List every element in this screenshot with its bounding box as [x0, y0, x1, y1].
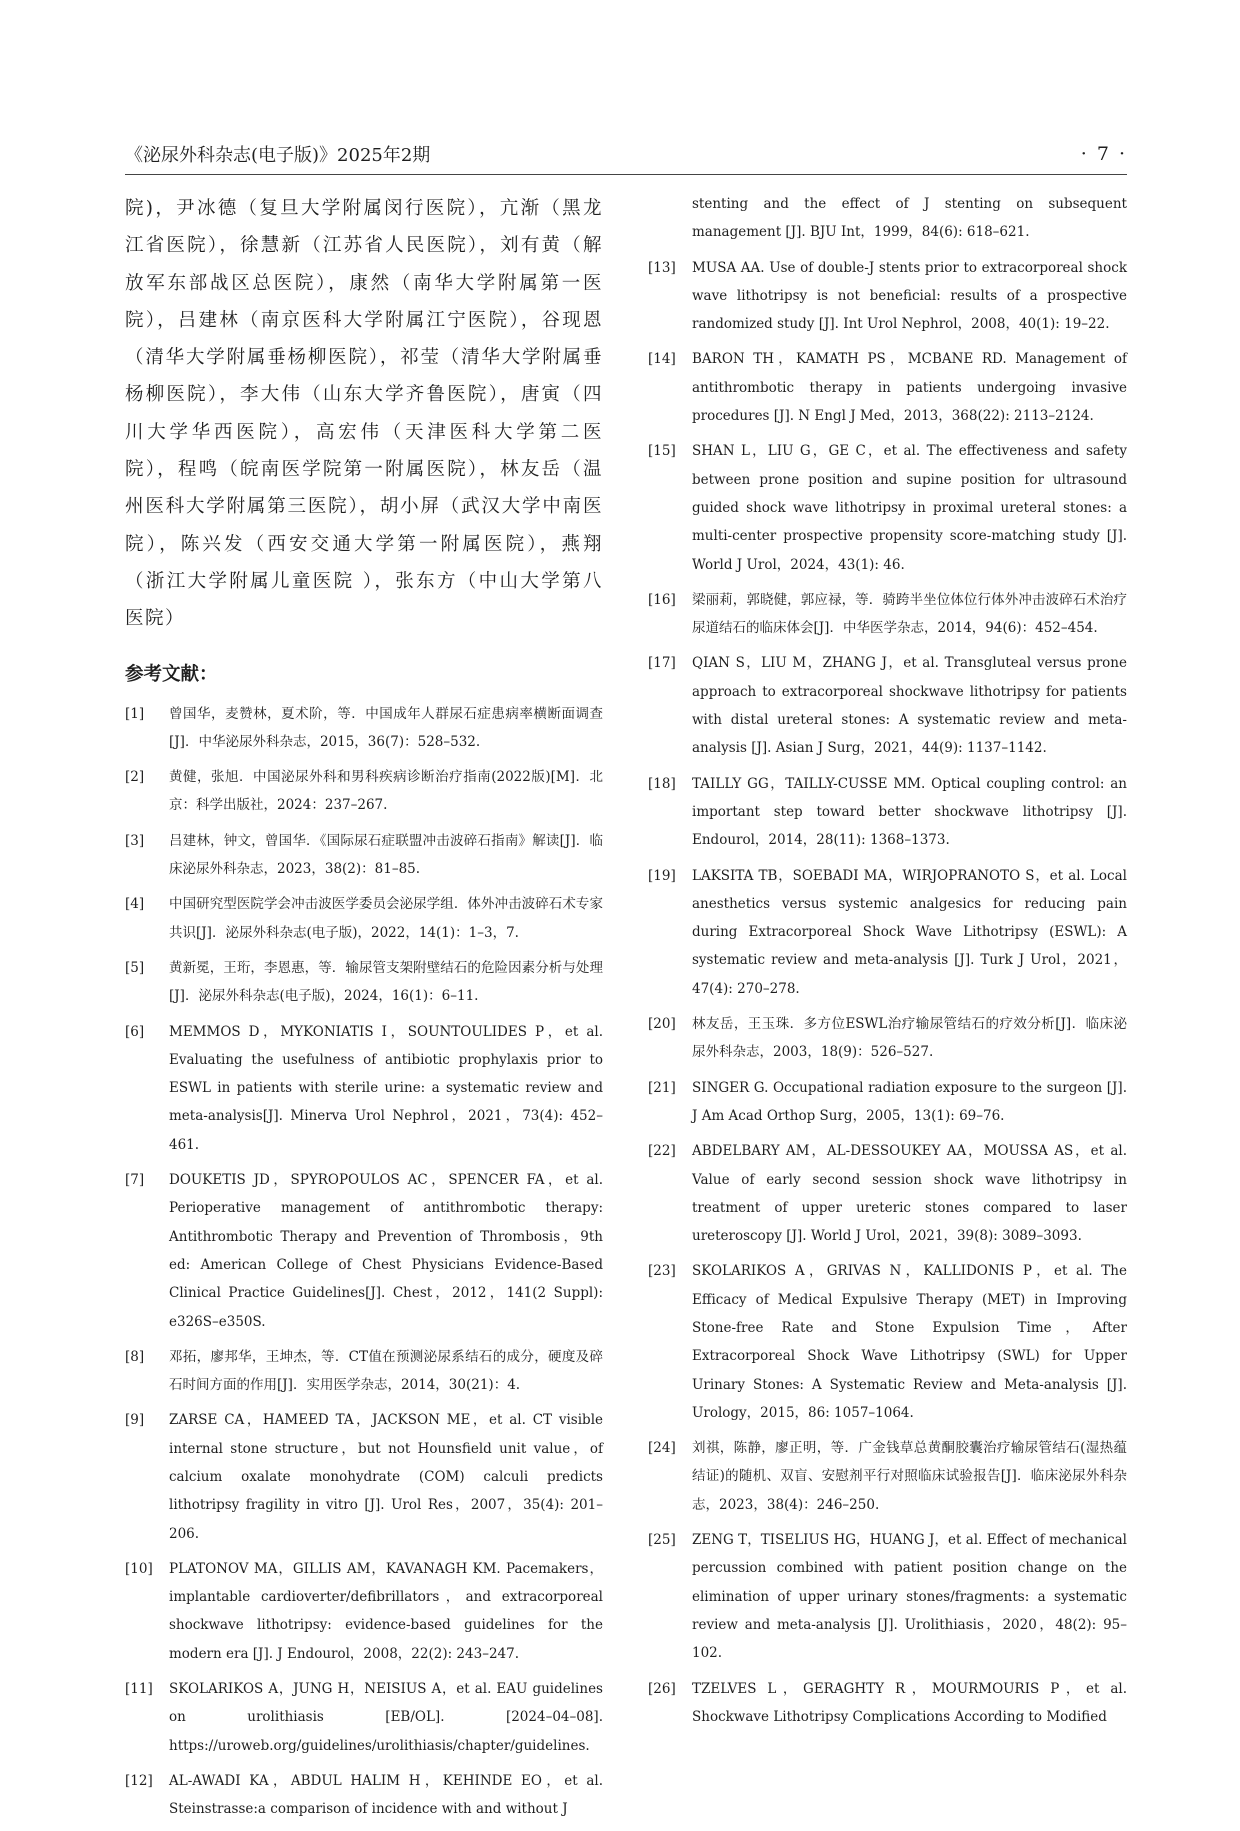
reference-number: [3]: [125, 832, 145, 849]
reference-text: QIAN S，LIU M，ZHANG J，et al. Transgluteal versus prone approach to extracorporeal shockwave lithotripsy for patients with distal ureteral stones: A systematic review and meta-analysis [J]. Asian J Surg，2021，44(9): 1137–1142.: [692, 655, 1127, 757]
reference-number: [9]: [125, 1412, 145, 1429]
acknowledgement-text: 院)，尹冰德（复旦大学附属闵行医院），亢渐（黑龙江省医院），徐慧新（江苏省人民医院），刘有黄（解放军东部战区总医院），康然（南华大学附属第一医院），吕建林（南京医科大学附属江宁医院），谷现恩（清华大学附属垂杨柳医院），祁莹（清华大学附属垂杨柳医院），李大伟（山东大学齐鲁医院），唐寅（四川大学华西医院），高宏伟（天津医科大学第二医院），程鸣（皖南医学院第一附属医院），林友岳（温州医科大学附属第三医院），胡小屏（武汉大学中南医院），陈兴发（西安交通大学第一附属医院），燕翔（浙江大学附属儿童医院 ），张东方（中山大学第八医院）: [125, 198, 603, 630]
reference-number: [2]: [125, 769, 145, 786]
reference-item: [125, 1555, 603, 1668]
reference-number: [4]: [125, 896, 145, 913]
reference-text: AL-AWADI KA，ABDUL HALIM H，KEHINDE EO，et al. Steinstrasse:a comparison of incidence with and without J: [169, 1772, 603, 1818]
reference-number: [1]: [125, 705, 145, 722]
reference-item: [648, 1137, 1127, 1250]
reference-item: [648, 649, 1127, 762]
reference-text: BARON TH，KAMATH PS，MCBANE RD. Management of antithrombotic therapy in patients undergoing invasive procedures [J]. N Engl J Med，2013，368(22): 2113–2124.: [692, 351, 1127, 425]
reference-item: [125, 954, 603, 1011]
reference-number: [18]: [648, 775, 676, 792]
reference-item: [648, 770, 1127, 855]
reference-text: ZENG T，TISELIUS HG，HUANG J，et al. Effect of mechanical percussion combined with patient position change on the elimination of upper urinary stones/fragments: a systematic review and meta-analysis [J]. Urolithiasis，2020，48(2): 95–102.: [692, 1532, 1127, 1662]
reference-number: [12]: [125, 1772, 153, 1789]
reference-continuation: stenting and the effect of J stenting on subsequent management [J]. BJU Int，1999，84(6): 618–621.: [692, 196, 1127, 241]
reference-item: [125, 1767, 603, 1824]
reference-number: [20]: [648, 1016, 676, 1033]
reference-number: [6]: [125, 1023, 145, 1040]
reference-item: [125, 827, 603, 884]
reference-number: [14]: [648, 351, 676, 368]
reference-item: [648, 586, 1127, 643]
page-number: · 7 ·: [1080, 143, 1127, 165]
reference-item: [125, 1406, 603, 1547]
reference-item: [648, 1675, 1127, 1732]
page-header: [125, 134, 1127, 175]
reference-text: TAILLY GG，TAILLY-CUSSE MM. Optical coupling control: an important step toward better shockwave lithotripsy [J]. Endourol，2014，28(11): 1368–1373.: [692, 775, 1127, 849]
reference-item: [125, 1018, 603, 1159]
reference-text: 梁丽莉，郭晓健，郭应禄，等．骑跨半坐位体位行体外冲击波碎石术治疗尿道结石的临床体会[J]．中华医学杂志，2014，94(6)：452–454.: [692, 591, 1127, 637]
reference-number: [26]: [648, 1680, 676, 1697]
journal-title: 《泌尿外科杂志(电子版)》2025年2期: [125, 145, 431, 166]
reference-text: PLATONOV MA，GILLIS AM，KAVANAGH KM. Pacemakers，implantable cardioverter/defibrillators，and extracorporeal shockwave lithotripsy: evidence-based guidelines for the modern era [J]. J Endourol，2008，22(2): 243–247.: [169, 1560, 603, 1662]
reference-list-left: [125, 700, 603, 1824]
reference-item: [125, 763, 603, 820]
reference-text: 黄新冕，王珩，李恩惠，等．输尿管支架附壁结石的危险因素分析与处理[J]．泌尿外科杂志(电子版)，2024，16(1)：6–11.: [169, 959, 603, 1005]
reference-text: SKOLARIKOS A，JUNG H，NEISIUS A，et al. EAU guidelines on urolithiasis [EB/OL]. [2024–04–08]. https://uroweb.org/guidelines/urolithiasis/chapter/guidelines.: [169, 1681, 603, 1754]
reference-text: SINGER G. Occupational radiation exposure to the surgeon [J]. J Am Acad Orthop Surg，2005，13(1): 69–76.: [692, 1079, 1127, 1124]
reference-item: [648, 1434, 1127, 1519]
reference-text: MUSA AA. Use of double-J stents prior to extracorporeal shock wave lithotripsy is not beneficial: results of a prospective randomized study [J]. Int Urol Nephrol，2008，40(1): 19–22.: [692, 259, 1127, 333]
reference-text: DOUKETIS JD，SPYROPOULOS AC，SPENCER FA，et al. Perioperative management of antithrombotic therapy: Antithrombotic Therapy and Prevention of Thrombosis，9th ed: American College of Chest Physicians Evidence-Based Clinical Practice Guidelines[J]. Chest，2012，141(2 Suppl): e326S–e350S.: [169, 1172, 603, 1330]
left-column: [125, 190, 603, 1831]
reference-text: MEMMOS D，MYKONIATIS I，SOUNTOULIDES P，et al. Evaluating the usefulness of antibiotic prophylaxis prior to ESWL in patients with sterile urine: a systematic review and meta-analysis[J]. Minerva Urol Nephrol，2021，73(4): 452–461.: [169, 1023, 603, 1153]
reference-text: 林友岳，王玉珠．多方位ESWL治疗输尿管结石的疗效分析[J]．临床泌尿外科杂志，2003，18(9)：526–527.: [692, 1016, 1127, 1061]
reference-text: LAKSITA TB，SOEBADI MA，WIRJOPRANOTO S，et al. Local anesthetics versus systemic analgesics for reducing pain during Extracorporeal Shock Wave Lithotripsy (ESWL): A systematic review and meta-analysis [J]. Turk J Urol，2021，47(4): 270–278.: [692, 867, 1127, 997]
reference-item: [125, 700, 603, 757]
reference-number: [15]: [648, 443, 676, 460]
reference-number: [25]: [648, 1532, 676, 1549]
reference-text: ABDELBARY AM，AL-DESSOUKEY AA，MOUSSA AS，et al. Value of early second session shock wave lithotripsy in treatment of upper ureteric stones compared to laser ureteroscopy [J]. World J Urol，2021，39(8): 3089–3093.: [692, 1143, 1127, 1245]
reference-text: 中国研究型医院学会冲击波医学委员会泌尿学组．体外冲击波碎石术专家共识[J]．泌尿外科杂志(电子版)，2022，14(1)：1–3，7.: [169, 896, 603, 941]
reference-text: 黄健，张旭．中国泌尿外科和男科疾病诊断治疗指南(2022版)[M]．北京：科学出版社，2024：237–267.: [169, 769, 603, 814]
reference-text: 刘祺，陈静，廖正明，等．广金钱草总黄酮胶囊治疗输尿管结石(湿热蕴结证)的随机、双盲、安慰剂平行对照临床试验报告[J]．临床泌尿外科杂志，2023，38(4)：246–250.: [692, 1440, 1127, 1513]
reference-item: [125, 890, 603, 947]
reference-text: ZARSE CA，HAMEED TA，JACKSON ME，et al. CT visible internal stone structure，but not Hounsfield unit value，of calcium oxalate monohydrate (COM) calculi predicts lithotripsy fragility in vitro [J]. Urol Res，2007，35(4): 201–206.: [169, 1412, 603, 1542]
reference-item: [125, 1166, 603, 1336]
reference-item: [648, 1010, 1127, 1067]
reference-item: [648, 1074, 1127, 1131]
reference-number: [21]: [648, 1079, 676, 1096]
reference-text: 曾国华，麦赞林，夏术阶，等．中国成年人群尿石症患病率横断面调查[J]．中华泌尿外科杂志，2015，36(7)：528–532.: [169, 705, 603, 750]
reference-number: [22]: [648, 1143, 676, 1160]
reference-text: 吕建林，钟文，曾国华．《国际尿石症联盟冲击波碎石指南》解读[J]．临床泌尿外科杂志，2023，38(2)：81–85.: [169, 832, 603, 878]
reference-number: [17]: [648, 655, 676, 672]
reference-number: [8]: [125, 1348, 145, 1365]
reference-number: [16]: [648, 591, 676, 608]
reference-item: [125, 1343, 603, 1400]
references-heading: 参考文献：: [125, 663, 218, 685]
reference-number: [7]: [125, 1172, 145, 1189]
right-column: [648, 190, 1127, 1738]
reference-number: [13]: [648, 259, 676, 276]
reference-text: SHAN L，LIU G，GE C，et al. The effectiveness and safety between prone position and supine position for ultrasound guided shock wave lithotripsy in proximal ureteral stones: a multi-center prospective propensity score-matching study [J]. World J Urol，2024，43(1): 46.: [692, 443, 1127, 573]
reference-text: 邓拓，廖邦华，王坤杰，等．CT值在预测泌尿系结石的成分，硬度及碎石时间方面的作用[J]．实用医学杂志，2014，30(21)：4.: [169, 1348, 603, 1394]
reference-item: [648, 254, 1127, 339]
reference-number: [11]: [125, 1681, 153, 1698]
reference-list-right: [648, 254, 1127, 1732]
reference-text: SKOLARIKOS A，GRIVAS N，KALLIDONIS P，et al. The Efficacy of Medical Expulsive Therapy (MET) in Improving Stone-free Rate and Stone Expulsion Time，After Extracorporeal Shock Wave Lithotripsy (SWL) for Upper Urinary Stones: A Systematic Review and Meta-analysis [J]. Urology，2015，86: 1057–1064.: [692, 1263, 1127, 1421]
reference-number: [19]: [648, 867, 676, 884]
reference-number: [10]: [125, 1560, 153, 1577]
reference-item: [125, 1675, 603, 1760]
reference-number: [5]: [125, 959, 145, 976]
reference-number: [23]: [648, 1263, 676, 1280]
reference-item: [648, 345, 1127, 430]
reference-item: [648, 1526, 1127, 1667]
reference-item: [648, 1257, 1127, 1427]
reference-item: [648, 437, 1127, 578]
reference-text: TZELVES L，GERAGHTY R，MOURMOURIS P，et al. Shockwave Lithotripsy Complications According to Modified: [692, 1680, 1127, 1725]
reference-number: [24]: [648, 1440, 676, 1457]
reference-item: [648, 862, 1127, 1003]
